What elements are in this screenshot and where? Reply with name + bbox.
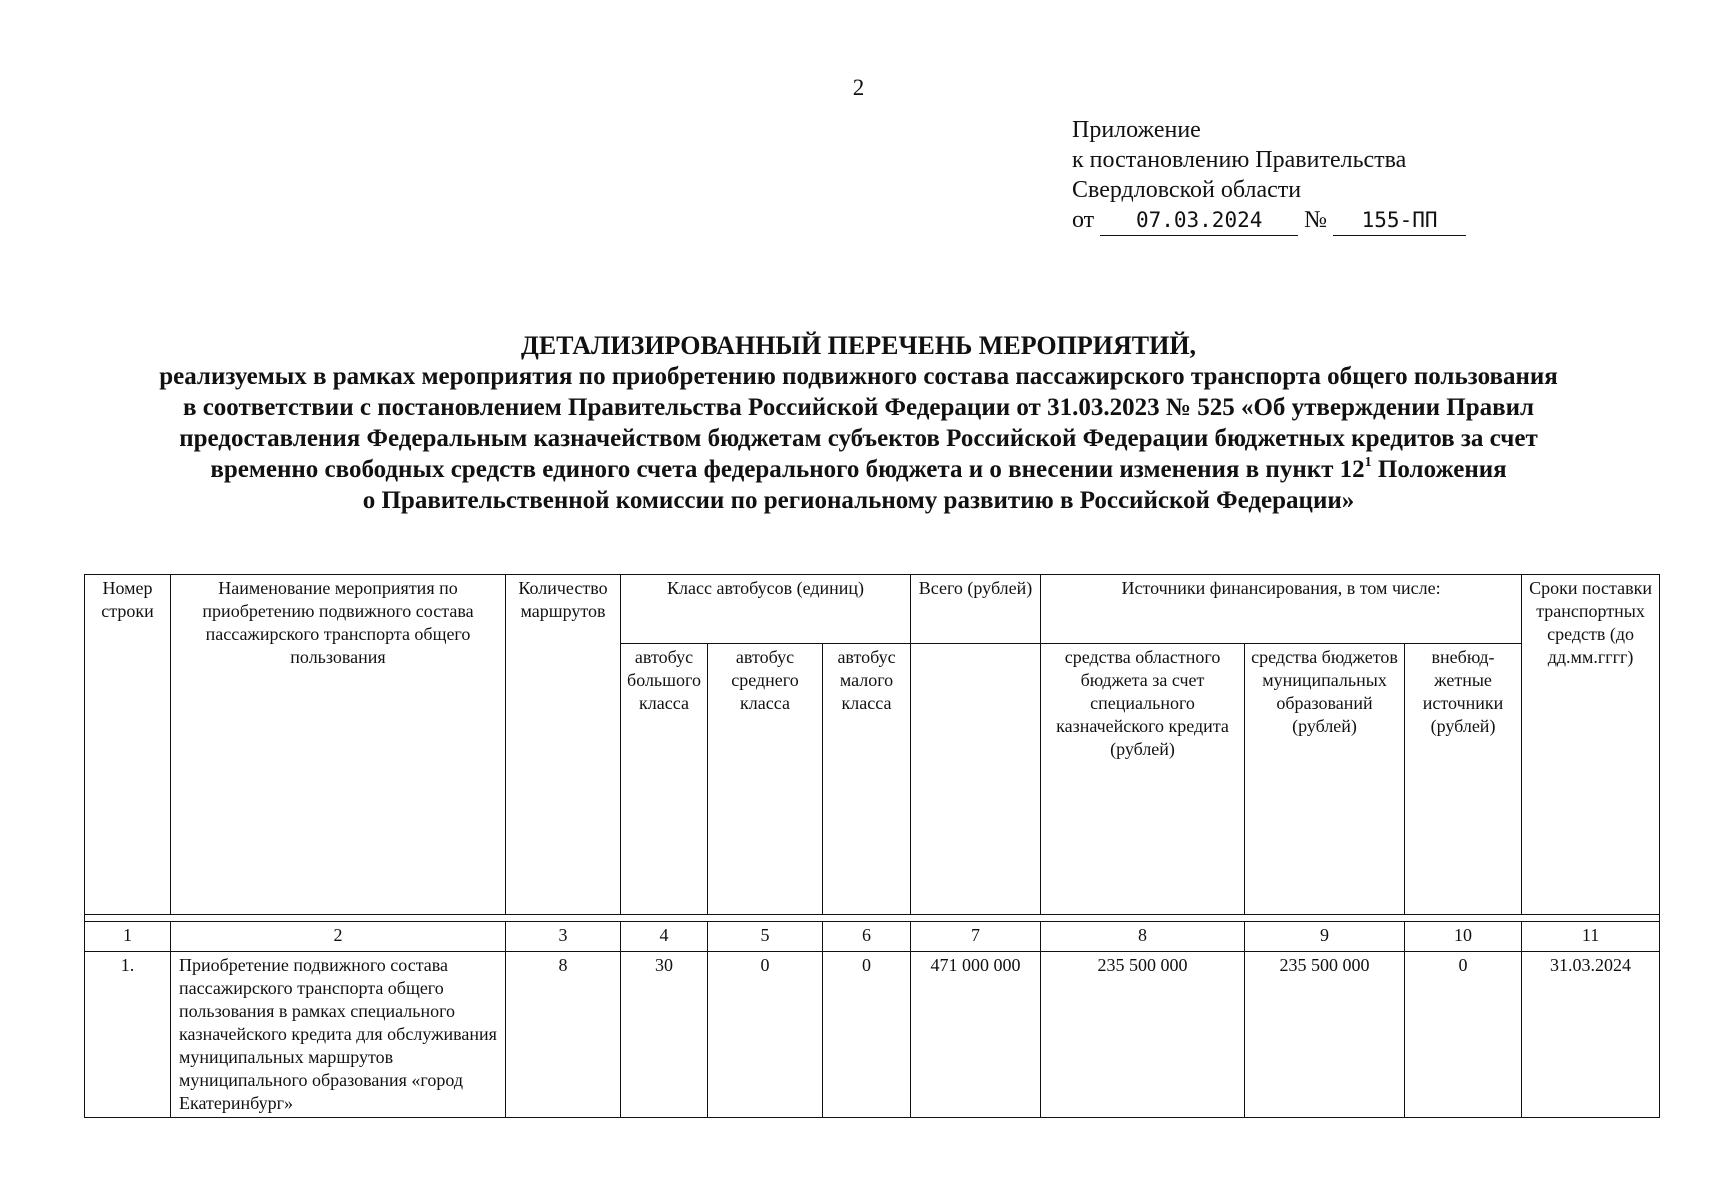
- page-number: 2: [852, 75, 865, 100]
- appendix-line-2: к постановлению Правительства: [1072, 147, 1407, 173]
- events-table: [84, 574, 1660, 1118]
- cell-extra-budget: 0: [1405, 952, 1522, 1118]
- cell-bus-small: 0: [823, 952, 911, 1118]
- table-row: [85, 952, 1660, 1118]
- header-separator: [85, 915, 1660, 922]
- column-number: 11: [1522, 922, 1660, 952]
- header-row-number: Номер строки: [85, 575, 171, 915]
- cell-total: 471 000 000: [911, 952, 1041, 1118]
- title-line-4: [0, 454, 1717, 485]
- cell-event-name: Приобретение подвижного состава пассажирского транспорта общего пользования в рамках специального казначейского кредита для обслуживания муниципальных маршрутов муниципального образования «город Екатеринбург»: [171, 952, 506, 1118]
- column-number: 4: [621, 922, 708, 952]
- cell-bus-medium: 0: [708, 952, 823, 1118]
- separator-cell: [85, 915, 1660, 922]
- title-line-1: реализуемых в рамках мероприятия по приобретению подвижного состава пассажирского транспорта общего пользования: [159, 363, 1558, 390]
- header-bus-small: автобус малого класса: [823, 644, 911, 915]
- resolution-number: 155-ПП: [1333, 205, 1466, 236]
- cell-routes-count: 8: [506, 952, 621, 1118]
- column-number: 1: [85, 922, 171, 952]
- appendix-line-3: Свердловской области: [1072, 177, 1302, 203]
- document-title: [0, 330, 1717, 516]
- cell-municipal-budget: 235 500 000: [1245, 952, 1405, 1118]
- cell-bus-large: 30: [621, 952, 708, 1118]
- title-line-2: в соответствии с постановлением Правительства Российской Федерации от 31.03.2023 № 525 «Об утверждении Правил: [182, 394, 1535, 421]
- column-number: 5: [708, 922, 823, 952]
- title-line-3: предоставления Федеральным казначейством бюджетам субъектов Российской Федерации бюджетных кредитов за счет: [179, 425, 1538, 452]
- appendix-block: [1072, 115, 1466, 236]
- cell-deadline: 31.03.2024: [1522, 952, 1660, 1118]
- header-sources: Источники финансирования, в том числе:: [1041, 575, 1522, 644]
- header-total: Всего (рублей): [911, 575, 1041, 644]
- header-delivery-terms: Сроки поставки транспортных средств (до дд.мм.гггг): [1522, 575, 1660, 915]
- cell-row-number: 1.: [85, 952, 171, 1118]
- header-bus-class: Класс автобусов (единиц): [621, 575, 911, 644]
- header-regional-budget: средства областного бюджета за счет специального казначейского кредита (рублей): [1041, 644, 1245, 915]
- header-municipal-budget: средства бюджетов муниципальных образований (рублей): [1245, 644, 1405, 915]
- header-routes-count: Количество маршрутов: [506, 575, 621, 915]
- column-number: 7: [911, 922, 1041, 952]
- resolution-date: 07.03.2024: [1100, 205, 1298, 236]
- header-bus-medium: автобус среднего класса: [708, 644, 823, 915]
- column-number: 3: [506, 922, 621, 952]
- cell-regional-budget: 235 500 000: [1041, 952, 1245, 1118]
- column-number: 2: [171, 922, 506, 952]
- column-number: 8: [1041, 922, 1245, 952]
- header-extra-budget: внебюд-жетные источники (рублей): [1405, 644, 1522, 915]
- number-sign: №: [1304, 207, 1328, 233]
- title-superscript: 1: [1364, 454, 1372, 470]
- title-line-4-end: Положения: [1371, 456, 1507, 483]
- appendix-line-1: Приложение: [1072, 117, 1201, 143]
- column-number: 6: [823, 922, 911, 952]
- column-number: 9: [1245, 922, 1405, 952]
- column-number-row: [85, 922, 1660, 952]
- header-bus-large: автобус большого класса: [621, 644, 708, 915]
- header-total-blank: [911, 644, 1041, 915]
- column-number: 10: [1405, 922, 1522, 952]
- header-row-1: [85, 575, 1660, 644]
- title-line-5: о Правительственной комиссии по региональному развитию в Российской Федерации»: [362, 487, 1355, 514]
- appendix-date-line: [1072, 205, 1466, 236]
- title-main: ДЕТАЛИЗИРОВАННЫЙ ПЕРЕЧЕНЬ МЕРОПРИЯТИЙ,: [520, 331, 1197, 360]
- title-line-4-text: временно свободных средств единого счета федерального бюджета и о внесении изменения в пункт 12: [210, 456, 1365, 483]
- header-event-name: Наименование мероприятия по приобретению подвижного состава пассажирского транспорта общего пользования: [171, 575, 506, 915]
- date-prefix: от: [1072, 207, 1095, 233]
